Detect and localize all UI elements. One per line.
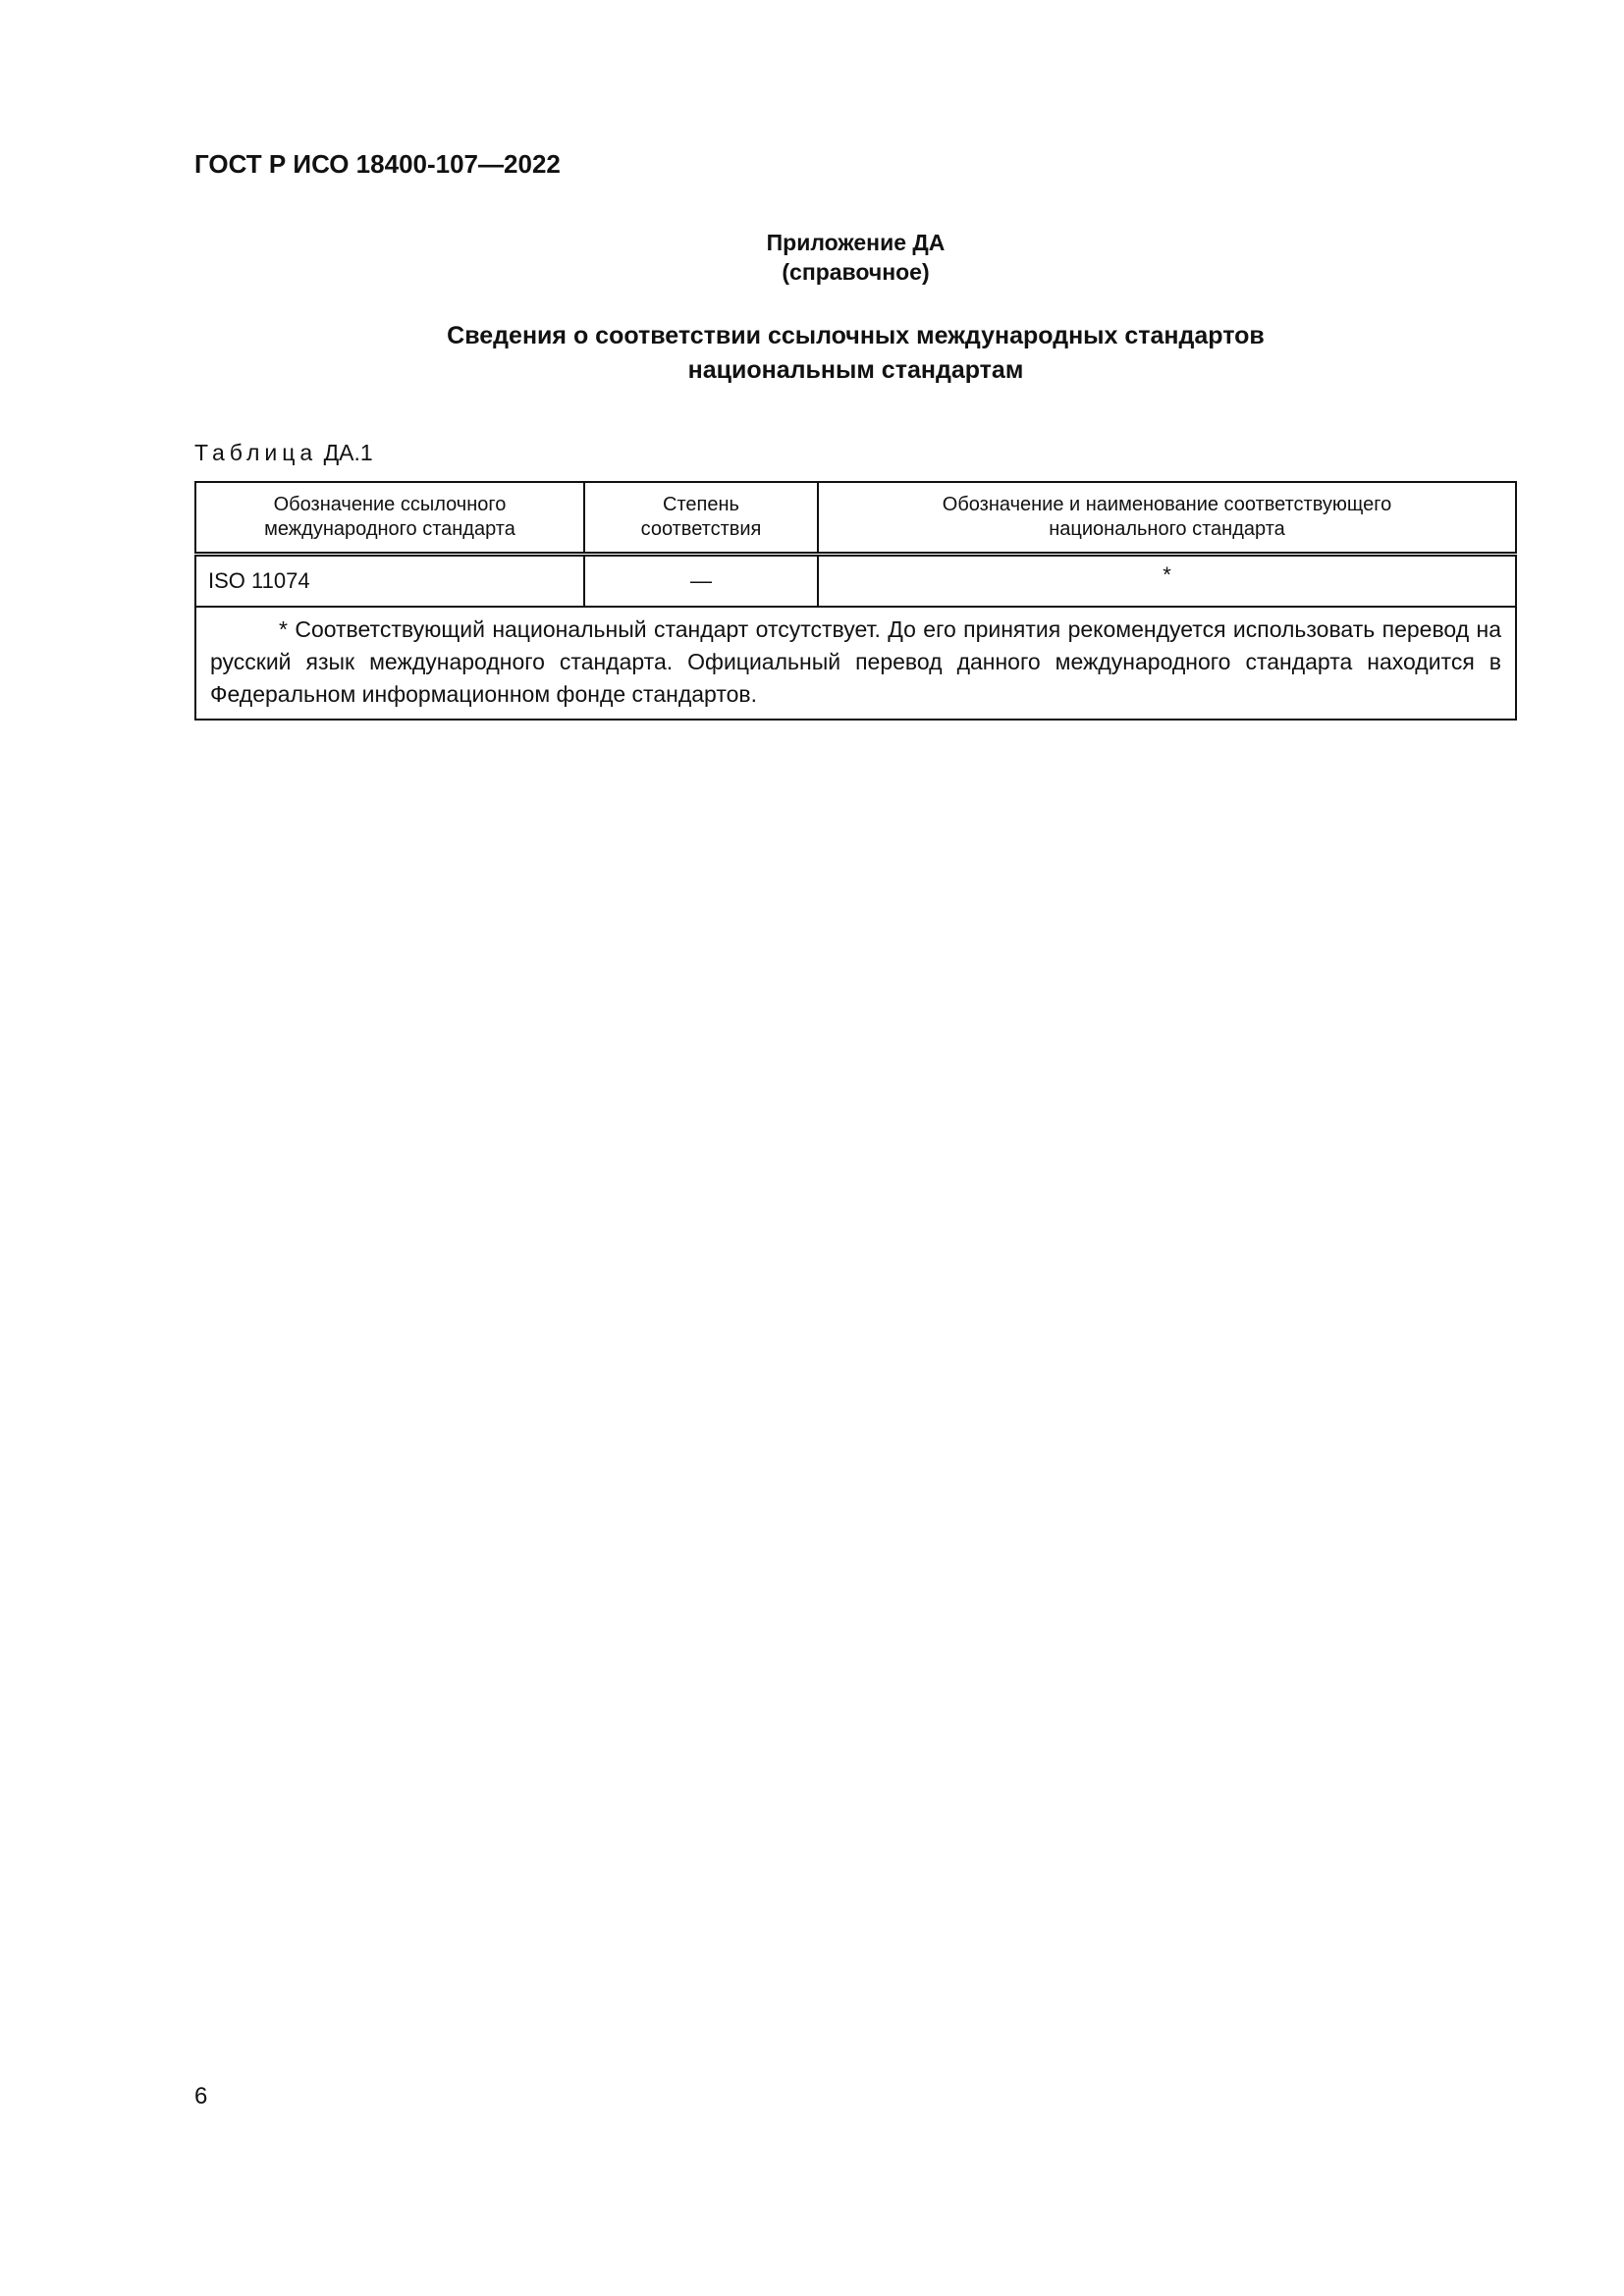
column-header: Обозначение ссылочного международного стандарта [195,482,584,555]
cell-national: * [818,555,1516,608]
table-caption [194,440,373,466]
table-row [195,555,1516,608]
page-number: 6 [194,2083,208,2109]
column-header: Степень соответствия [584,482,818,555]
title-line-1: Сведения о соответствии ссылочных международных стандартов [447,322,1265,349]
document-code: ГОСТ Р ИСО 18400-107—2022 [194,149,561,179]
cell-standard: ISO 11074 [195,555,584,608]
appendix-heading [194,228,1517,287]
appendix-kind: (справочное) [782,259,930,285]
appendix-title [194,319,1517,388]
table-footnote: * Соответствующий национальный стандарт отсутствует. До его принятия рекомендуется использовать перевод на русский язык международного стандарта. Официальный перевод данного международного стандарта находится в Федеральном информационном фонде стандартов. [195,607,1516,720]
title-line-2: национальным стандартам [687,356,1024,384]
column-header: Обозначение и наименование соответствующего национального стандарта [818,482,1516,555]
table-caption-word: Таблица [194,440,318,465]
cell-degree: — [584,555,818,608]
table-caption-id: ДА.1 [323,440,373,465]
table-header-row [195,482,1516,555]
appendix-label: Приложение ДА [766,230,946,255]
table-footnote-row [195,607,1516,720]
correspondence-table [194,481,1517,721]
